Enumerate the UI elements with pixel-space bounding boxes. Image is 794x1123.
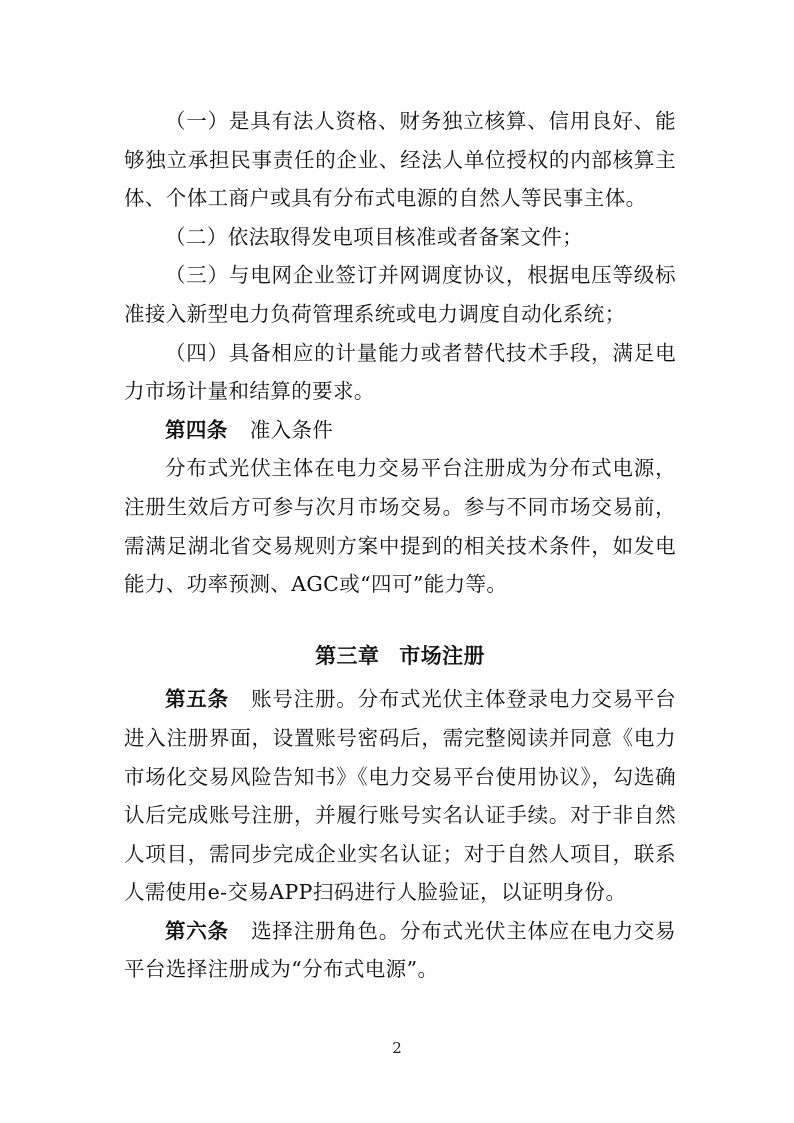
page-number: 2 [392, 1039, 402, 1057]
article-5 [124, 680, 676, 912]
article-4-heading-line [124, 411, 676, 450]
document-body [124, 102, 676, 989]
article-5-heading: 第五条 [165, 687, 229, 712]
paragraph-item-1: （一）是具有法人资格、财务独立核算、信用良好、能够独立承担民事责任的企业、经法人单位授权的内部核算主体、个体工商户或具有分布式电源的自然人等民事主体。 [124, 109, 676, 211]
article-4-title: 准入条件 [249, 417, 334, 442]
article-4-body: 分布式光伏主体在电力交易平台注册成为分布式电源，注册生效后方可参与次月市场交易。参与不同市场交易前，需满足湖北省交易规则方案中提到的相关技术条件，如发电能力、功率预测、AGC或“四可”能力等。 [124, 456, 676, 597]
paragraph-item-4: （四）具备相应的计量能力或者替代技术手段，满足电力市场计量和结算的要求。 [124, 340, 676, 404]
article-6-heading: 第六条 [165, 918, 229, 943]
paragraph-item-2: （二）依法取得发电项目核准或者备案文件； [165, 224, 583, 249]
article-6-body: 选择注册角色。分布式光伏主体应在电力交易平台选择注册成为“分布式电源”。 [124, 918, 677, 982]
chapter-number: 第三章 [315, 642, 380, 668]
article-5-body: 账号注册。分布式光伏主体登录电力交易平台进入注册界面，设置账号密码后，需完整阅读并同意《电力市场化交易风险告知书》《电力交易平台使用协议》，勾选确认后完成账号注册，并履行账号实名认证手续。对于非自然人项目，需同步完成企业实名认证；对于自然人项目，联系人需使用e-交易APP扫码进行人脸验证，以证明身份。 [124, 687, 677, 905]
article-6 [124, 912, 676, 989]
chapter-heading [124, 637, 676, 676]
paragraph-item-3: （三）与电网企业签订并网调度协议，根据电压等级标准接入新型电力负荷管理系统或电力调度自动化系统； [124, 263, 676, 326]
chapter-title: 市场注册 [399, 642, 485, 668]
article-4-heading: 第四条 [165, 417, 228, 442]
